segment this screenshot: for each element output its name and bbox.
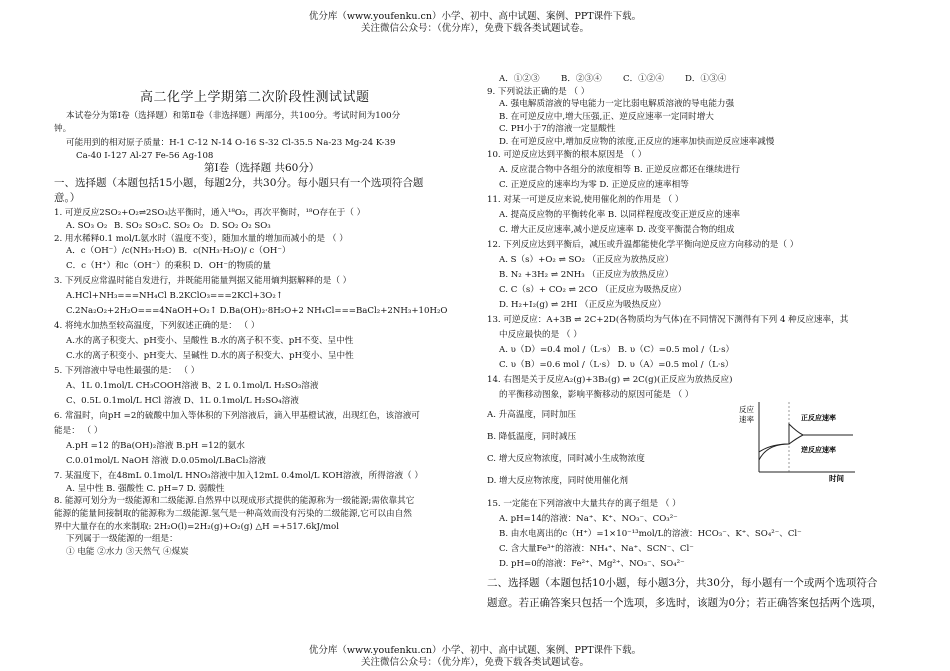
question-10-options-cd: C. 正逆反应的速率均为零 D. 正逆反应的速率相等 <box>499 179 689 190</box>
question-3-options-cd: C.2Na₂O₂+2H₂O===4NaOH+O₂↑ D.Ba(OH)₂·8H₂O+2 NH₄Cl===BaCl₂+2NH₃+10H₂O <box>66 306 448 317</box>
x-axis-label: 时间 <box>829 474 844 482</box>
question-8-items: ① 电能 ②水力 ③天然气 ④煤炭 <box>66 546 189 557</box>
footer-line-1: 优分库（www.youfenku.cn）小学、初中、高中试题、案例、PPT课件下载。 <box>308 645 642 656</box>
question-2-options-cd: C．c（H⁺）和c（OH⁻）的乘积 D．OH⁻的物质的量 <box>66 261 271 272</box>
question-13-line-2: 中反应最快的是 （ ） <box>499 329 582 340</box>
section-two-heading-1: 二、选择题（本题包括10小题，每小题3分，共30分，每小题有一个或两个选项符合 <box>487 576 878 589</box>
exam-title: 高二化学上学期第二次阶段性测试试题 <box>140 90 370 105</box>
q1-option-b: B. SO₂ SO₃ <box>114 220 162 231</box>
question-14-option-d: D. 增大反应物浓度，同时使用催化剂 <box>487 475 628 486</box>
intro-line-2: 钟。 <box>54 123 72 134</box>
section-one-heading-1: 一、选择题（本题包括15小题，每题2分，共30分。每小题只有一个选项符合题 <box>54 177 424 190</box>
question-6-line-1: 6. 常温时，向pH =2的硫酸中加入等体积的下列溶液后，滴入甲基橙试液，出现红色，该溶液可 <box>54 411 420 422</box>
question-6-options-ab: A.pH =12 的Ba(OH)₂溶液 B.pH =12的氨水 <box>66 441 245 452</box>
part-one-heading: 第Ⅰ卷（选择题 共60分） <box>204 162 320 175</box>
q8-option-d: D．①③④ <box>685 74 727 84</box>
question-15: 15. 一定能在下列溶液中大量共存的离子组是 （ ） <box>487 498 681 509</box>
question-7-options: A. 呈中性 B. 强酸性 C. pH=7 D. 弱酸性 <box>66 483 225 494</box>
question-1: 1. 可逆反应2SO₂+O₂⇌2SO₃达平衡时，通入¹⁸O₂，再次平衡时，¹⁸O存在于（ ） <box>54 208 366 219</box>
question-9-option-b: B. 在可逆反应中,增大压强,正、逆反应速率一定同时增大 <box>499 111 714 122</box>
question-15-option-a: A. pH=14的溶液：Na⁺、K⁺、NO₃⁻、CO₃²⁻ <box>499 513 678 524</box>
question-14-option-b: B. 降低温度，同时减压 <box>487 431 577 442</box>
question-9-option-d: D. 在可逆反应中,增加反应物的浓度,正反应的速率加快而逆反应速率减慢 <box>499 136 775 147</box>
question-10-options-ab: A. 反应混合物中各组分的浓度相等 B. 正逆反应都还在继续进行 <box>499 164 741 175</box>
question-4-options-cd: C.水的离子积变小、pH变大、呈碱性 D.水的离子积变大、pH变小、呈中性 <box>66 351 354 362</box>
question-15-option-d: D. pH=0的溶液：Fe²⁺、Mg²⁺、NO₃⁻、SO₄²⁻ <box>499 558 685 569</box>
section-two-heading-2: 题意。若正确答案只包括一个选项，多选时，该题为0分；若正确答案包括两个选项， <box>487 596 883 609</box>
intro-line-1: 本试卷分为第Ⅰ卷（选择题）和第Ⅱ卷（非选择题）两部分，共100分。考试时间为100分 <box>66 111 401 121</box>
question-6-line-2: 能是： （ ） <box>54 426 103 437</box>
q8-option-c: C．①②④ <box>623 74 664 84</box>
chart-axes <box>759 402 855 472</box>
reverse-rate-line <box>759 435 803 460</box>
question-8-line-2: 能源的能量间接制取的能源称为二级能源.氢气是一种高效而没有污染的二级能源,它可以由自然 <box>54 508 412 519</box>
question-4: 4. 将纯水加热至较高温度，下列叙述正确的是： （ ） <box>54 321 260 332</box>
question-2-options-ab: A．c（OH⁻）/c(NH₃·H₂O) B．c(NH₃·H₂O)/ c（OH⁻） <box>66 246 291 257</box>
q8-option-a: A．①②③ <box>499 74 540 84</box>
question-9-option-a: A. 强电解质溶液的导电能力一定比弱电解质溶液的导电能力强 <box>499 99 735 110</box>
question-12-option-c: C. C（s）+ CO₂ ⇌ 2CO （正反应为吸热反应） <box>499 284 687 295</box>
question-3-options-ab: A.HCl+NH₃===NH₄Cl B.2KClO₃===2KCl+3O₂↑ <box>66 291 283 302</box>
question-6-options-cd: C.0.01mol/L NaOH 溶液 D.0.05mol/LBaCl₂溶液 <box>66 456 266 467</box>
question-13-line-1: 13. 可逆反应：A+3B ⇌ 2C+2D(各物质均为气体)在不同情况下测得有下列 4 种反应速率，其 <box>487 314 849 325</box>
question-9-option-c: C. PH小于7的溶液一定显酸性 <box>499 124 616 135</box>
question-5-options-cd: C、0.5L 0.1mol/L HCl 溶液 D、1L 0.1mol/L H₂SO₄溶液 <box>66 396 299 407</box>
footer-line-2: 关注微信公众号：（优分库），免费下载各类试题试卷。 <box>360 657 589 668</box>
q1-option-c: C. SO₂ O₂ <box>162 220 204 231</box>
question-14-line-2: 的平衡移动图象，影响平衡移动的原因可能是 （ ） <box>499 389 694 400</box>
atom-mass-line-2: Ca-40 I-127 Al-27 Fe-56 Ag-108 <box>76 150 214 161</box>
question-13-options-cd: C. υ（B）=0.6 mol /（L·s） D. υ（A）=0.5 mol /（L·s） <box>499 359 734 370</box>
question-11: 11. 对某一可逆反应来说,使用催化剂的作用是 （ ） <box>487 194 684 205</box>
y-axis-label-2: 速率 <box>739 415 754 424</box>
question-7: 7. 某温度下，在48mL 0.1mol/L HNO₃溶液中加入12mL 0.4mol/L KOH溶液，所得溶液（ ） <box>54 471 423 482</box>
question-2: 2. 用水稀释0.1 mol/L氨水时（温度不变），随加水量的增加而减小的是 （ ） <box>54 233 348 244</box>
header-line-1: 优分库（www.youfenku.cn）小学、初中、高中试题、案例、PPT课件下载。 <box>308 11 642 22</box>
question-3: 3. 下列反应常温时能自发进行，并既能用能量判据又能用熵判据解释的是（ ） <box>54 276 352 287</box>
q8-option-b: B．②③④ <box>561 74 602 84</box>
question-8-line-3: 界中大量存在的水来制取: 2H₂O(l)=2H₂(g)+O₂(g) △H =+517.6kJ/mol <box>54 521 339 532</box>
question-11-options-ab: A. 提高反应物的平衡转化率 B. 以同样程度改变正逆反应的速率 <box>499 209 741 220</box>
q1-option-d: D. SO₂ O₂ SO₃ <box>210 220 271 231</box>
question-15-option-c: C. 含大量Fe³⁺的溶液：NH₄⁺、Na⁺、SCN⁻、Cl⁻ <box>499 543 694 554</box>
question-5-options-ab: A、1L 0.1mol/L CH₃COOH溶液 B、2 L 0.1mol/L H₂SO₃溶液 <box>66 381 319 392</box>
rate-time-chart <box>737 398 857 482</box>
section-one-heading-2: 意。） <box>54 192 81 205</box>
question-12-option-b: B. N₂ +3H₂ ⇌ 2NH₃ （正反应为放热反应） <box>499 269 674 280</box>
question-15-option-b: B. 由水电离出的c（H⁺）=1×10⁻¹³mol/L的溶液：HCO₃⁻、K⁺、SO₄²⁻、Cl⁻ <box>499 528 802 539</box>
forward-rate-label: 正反应速率 <box>801 414 836 422</box>
question-4-options-ab: A.水的离子积变大、pH变小、呈酸性 B.水的离子积不变、pH不变、呈中性 <box>66 336 354 347</box>
question-14-option-c: C. 增大反应物浓度，同时减小生成物浓度 <box>487 453 645 464</box>
y-axis-label-1: 反应 <box>739 405 754 414</box>
reverse-rate-label: 逆反应速率 <box>801 446 836 454</box>
header-line-2: 关注微信公众号：（优分库），免费下载各类试题试卷。 <box>360 23 589 34</box>
question-8-line-4: 下列属于一级能源的一组是： <box>66 534 178 545</box>
question-14-option-a: A. 升高温度，同时加压 <box>487 409 577 420</box>
question-12-option-d: D. H₂+I₂(g) ⇌ 2HI （正反应为吸热反应） <box>499 299 666 310</box>
q1-option-a: A. SO₃ O₂ <box>66 220 108 231</box>
question-10: 10. 可逆反应达到平衡的根本原因是 （ ） <box>487 149 647 160</box>
question-9: 9. 下列说法正确的是 （ ） <box>487 86 590 97</box>
left-column <box>54 110 472 558</box>
question-13-options-ab: A. υ（D）=0.4 mol /（L·s） B. υ（C）=0.5 mol /（L·s） <box>499 344 735 355</box>
question-8-line-1: 8. 能源可划分为一级能源和二级能源.自然界中以现成形式提供的能源称为一级能源;需依靠其它 <box>54 496 415 507</box>
question-12: 12. 下列反应达到平衡后，减压或升温都能使化学平衡向逆反应方向移动的是（ ） <box>487 239 799 250</box>
atom-mass-line-1: 可能用到的相对原子质量：H-1 C-12 N-14 O-16 S-32 Cl-35.5 Na-23 Mg-24 K-39 <box>66 138 396 149</box>
question-8-options <box>487 73 907 86</box>
question-5: 5. 下列溶液中导电性最强的是： （ ） <box>54 366 200 377</box>
question-12-option-a: A. S（s）+O₂ ⇌ SO₂ （正反应为放热反应） <box>499 254 674 265</box>
question-14-line-1: 14. 右图是关于反应A₂(g)+3B₂(g) ⇌ 2C(g)(正反应为放热反应) <box>487 374 733 385</box>
question-11-options-cd: C. 增大正反应速率,减小逆反应速率 D. 改变平衡混合物的组成 <box>499 224 735 235</box>
right-column <box>487 73 907 613</box>
question-1-options <box>54 220 472 233</box>
